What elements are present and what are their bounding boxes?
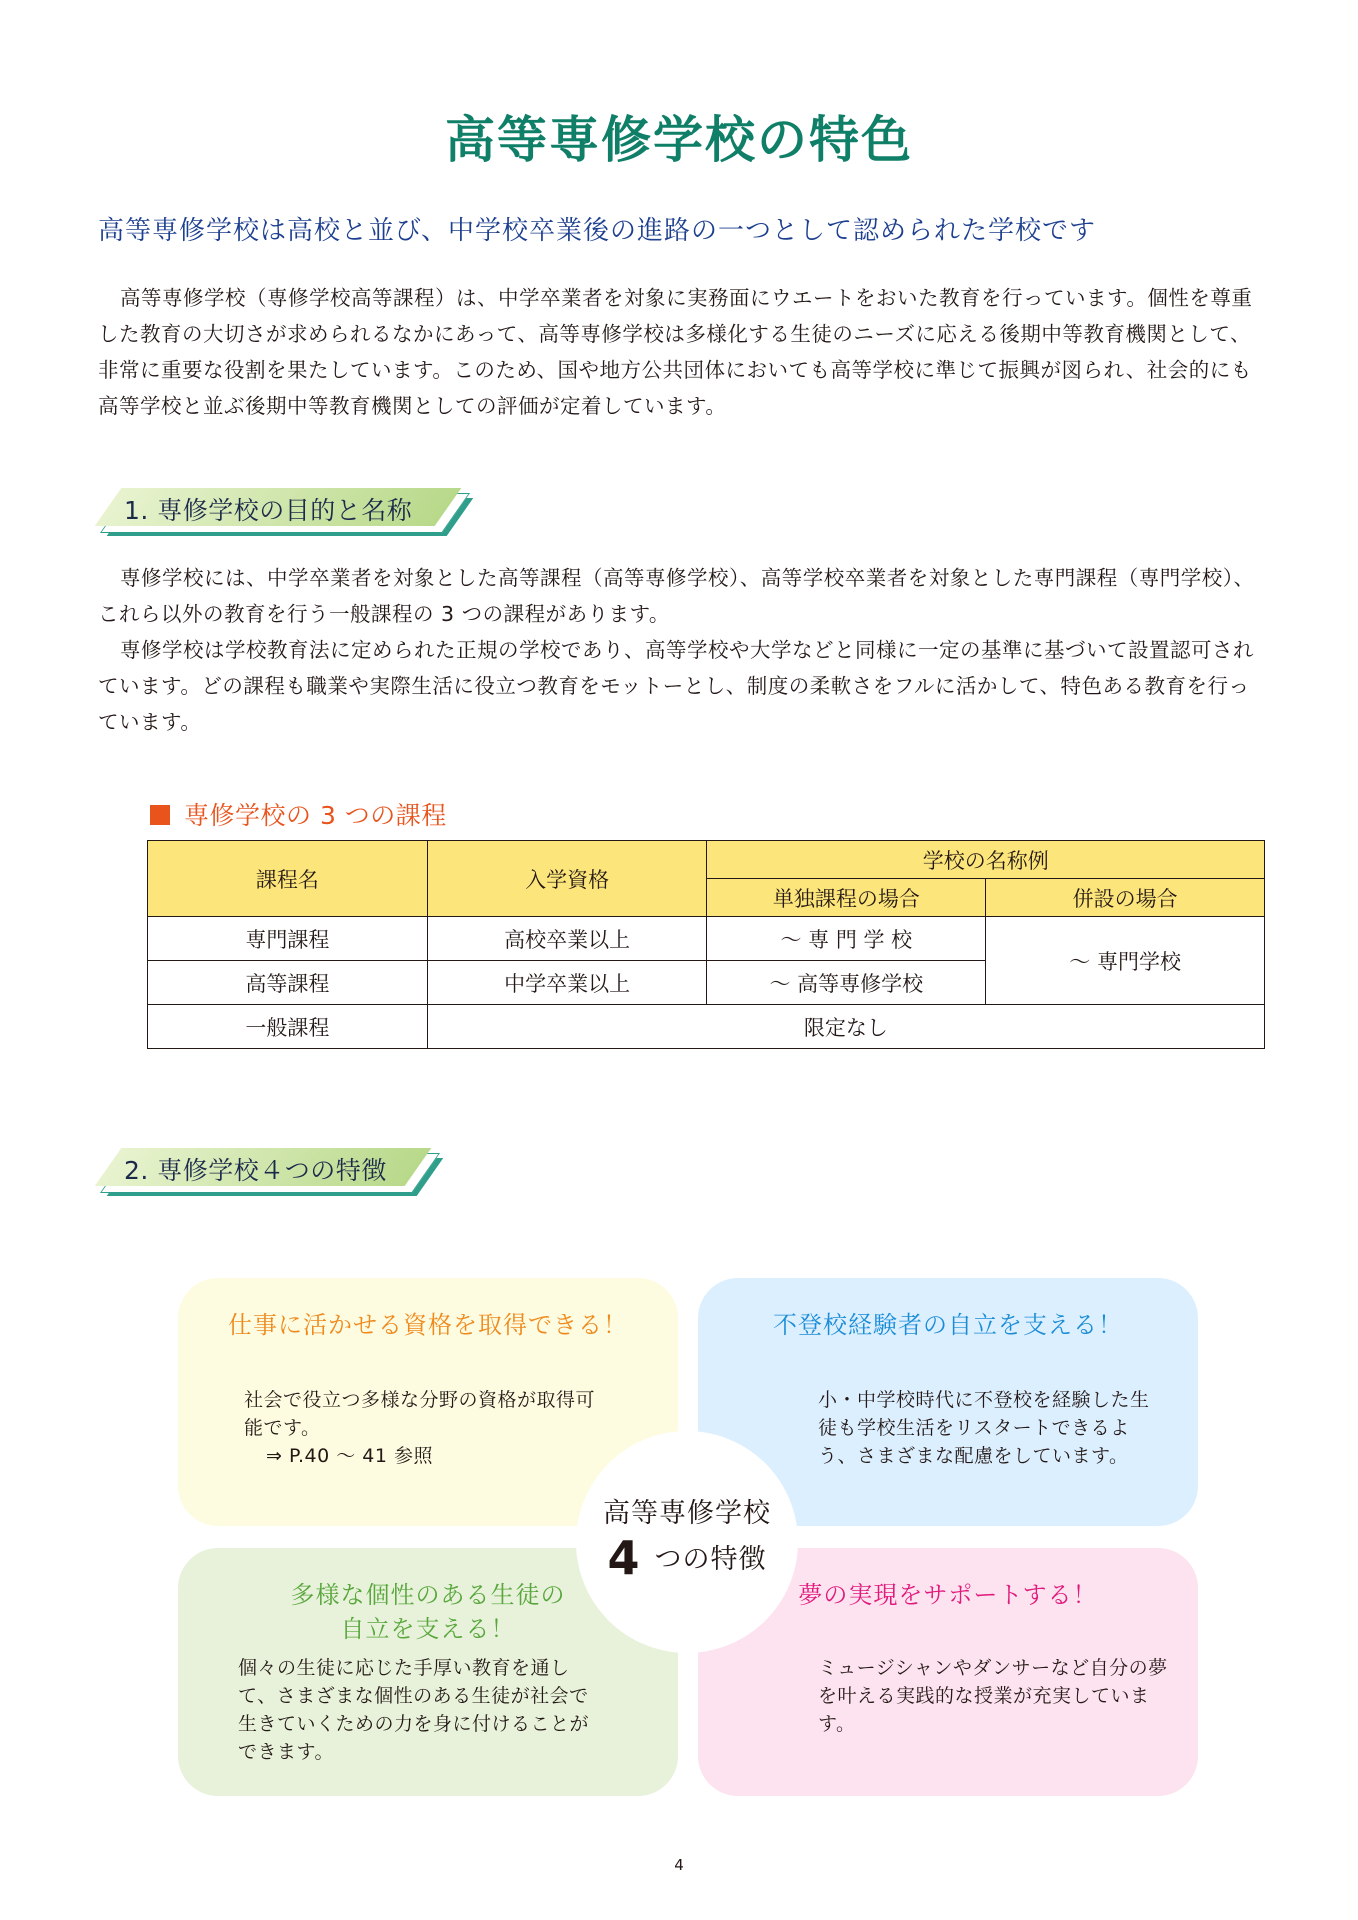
table-title [150, 796, 447, 832]
feature-heading-line1: 多様な個性のある生徒の [290, 1581, 566, 1609]
section-2-heading [98, 1148, 428, 1192]
header-single: 単独課程の場合 [707, 879, 986, 917]
cell-single: ～ 専 門 学 校 [707, 917, 986, 961]
cell-qualification: 中学卒業以上 [427, 961, 707, 1005]
center-circle [576, 1431, 798, 1653]
table-title-text: 専修学校の 3 つの課程 [184, 801, 447, 830]
feature-heading-line2: 自立を支える！ [340, 1615, 516, 1643]
intro-paragraph: 高等専修学校（専修学校高等課程）は、中学卒業者を対象に実務面にウエートをおいた教育を行っています。個性を尊重した教育の大切さが求められるなかにあって、高等専修学校は多様化する生徒のニーズに応える後期中等教育機関として、非常に重要な役割を果たしています。このため、国や地方公共団体においても高等学校に準じて振興が図られ、社会的にも高等学校と並ぶ後期中等教育機関としての評価が定着しています。 [98, 286, 1253, 418]
cell-qualification: 高校卒業以上 [427, 917, 707, 961]
table-row [148, 1005, 1265, 1049]
feature-page-reference: ⇒ P.40 ～ 41 参照 [266, 1445, 433, 1467]
table-header-row [148, 841, 1265, 879]
center-title: 高等専修学校 [603, 1498, 771, 1529]
feature-body: 小・中学校時代に不登校を経験した生徒も学校生活をリスタートできるよう、さまざまな配慮をしています。 [818, 1389, 1150, 1467]
feature-heading: 不登校経験者の自立を支える！ [773, 1311, 1123, 1339]
header-name-example: 学校の名称例 [707, 841, 1265, 879]
cell-course: 一般課程 [148, 1005, 428, 1049]
features-graphic [178, 1278, 1200, 1798]
center-subtitle-text: つの特徴 [654, 1544, 767, 1575]
page-number: 4 [674, 1856, 684, 1874]
page-title: 高等専修学校の特色 [445, 111, 913, 169]
center-number: 4 [607, 1531, 641, 1585]
courses-table [147, 840, 1265, 1049]
section-1-paragraph-1: 専修学校には、中学卒業者を対象とした高等課程（高等専修学校）、高等学校卒業者を対象とした専門課程（専門学校）、これら以外の教育を行う一般課程の 3 つの課程があります。 [98, 566, 1255, 626]
square-bullet-icon [150, 805, 170, 825]
header-combined: 併設の場合 [986, 879, 1265, 917]
table-row [148, 917, 1265, 961]
feature-body: ミュージシャンやダンサーなど自分の夢を叶える実践的な授業が充実しています。 [818, 1657, 1168, 1735]
header-qualification: 入学資格 [427, 841, 707, 917]
section-1-label: 1. 専修学校の目的と名称 [124, 496, 413, 525]
feature-body: 個々の生徒に応じた手厚い教育を通して、さまざまな個性のある生徒が社会で生きていくための力を身に付けることができます。 [238, 1657, 590, 1763]
cell-combined: ～ 専門学校 [986, 917, 1265, 1005]
section-1-paragraph-2: 専修学校は学校教育法に定められた正規の学校であり、高等学校や大学などと同様に一定の基準に基づいて設置認可されています。どの課程も職業や実際生活に役立つ教育をモットーとし、制度の柔軟さをフルに活かして、特色ある教育を行っています。 [98, 638, 1254, 734]
section-2-label: 2. 専修学校４つの特徴 [124, 1156, 387, 1185]
feature-body [244, 1386, 604, 1470]
header-course: 課程名 [148, 841, 428, 917]
cell-qualification-merged: 限定なし [427, 1005, 1264, 1049]
cell-course: 専門課程 [148, 917, 428, 961]
section-1-heading [98, 488, 458, 532]
center-subtitle [576, 1531, 798, 1585]
feature-heading: 夢の実現をサポートする！ [798, 1581, 1098, 1609]
cell-course: 高等課程 [148, 961, 428, 1005]
page-subtitle: 高等専修学校は高校と並び、中学校卒業後の進路の一つとして認められた学校です [98, 216, 1096, 246]
feature-body-text: 社会で役立つ多様な分野の資格が取得可能です。 [244, 1389, 596, 1439]
feature-heading: 仕事に活かせる資格を取得できる！ [228, 1311, 628, 1339]
cell-single: ～ 高等専修学校 [707, 961, 986, 1005]
